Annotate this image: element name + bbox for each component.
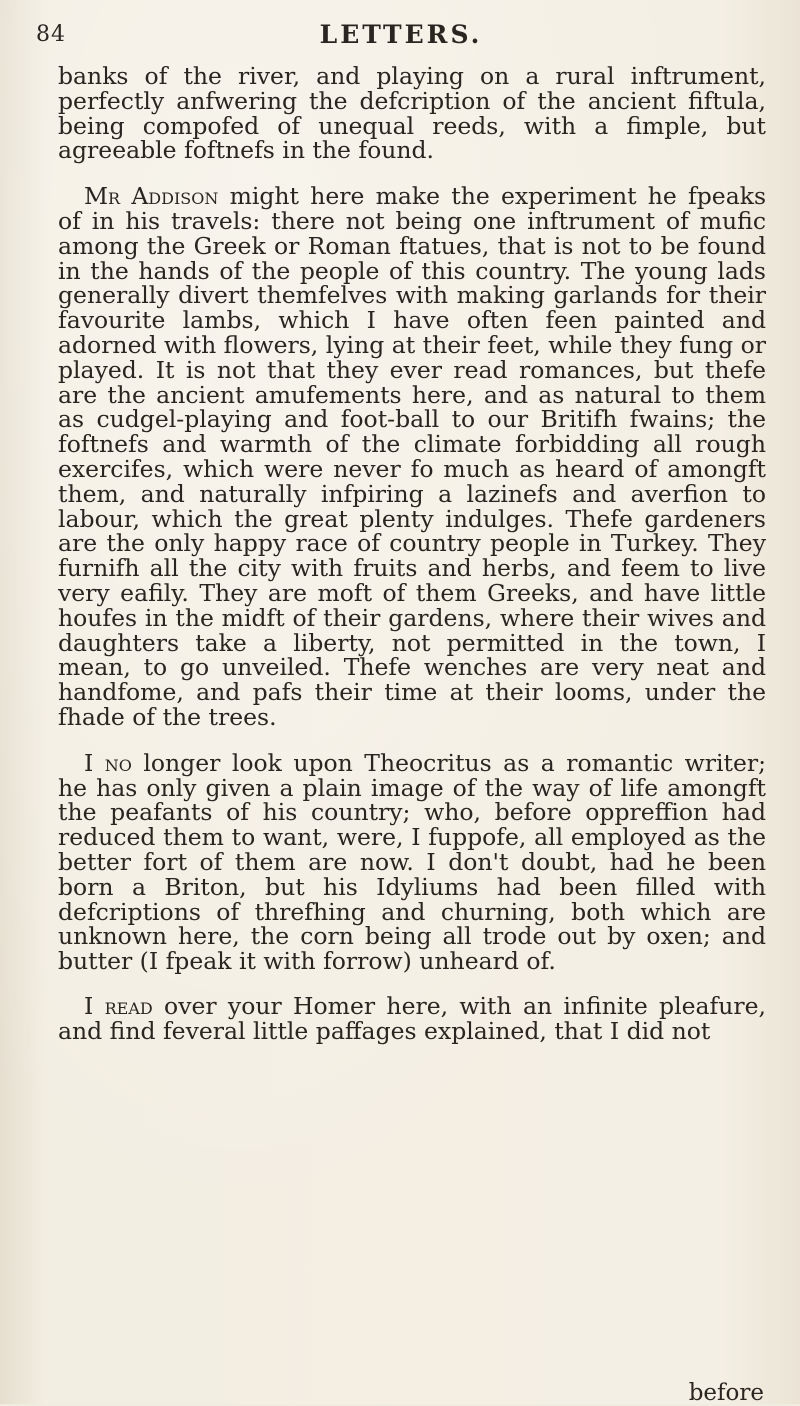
paragraph-3 [58,748,766,976]
body-text [58,64,766,1043]
page-header [36,12,766,60]
paragraph-1-text: banks of the river, and playing on a rural inftrument, perfectly anfwering the defcription of the ancient fiftula, being compofed of unequal reeds, with a fimple, but agreeable foftnefs in the found. [58,62,766,165]
paragraph-4 [58,991,766,1045]
paragraph-3-lead: I no [84,748,132,777]
catchword: before [688,1380,764,1406]
paragraph-2 [58,184,766,730]
paragraph-1 [58,64,766,163]
paragraph-2-text: might here make the experiment he fpeaks of in his travels: there not being one inftrument of mufic among the Greek or Roman ftatues, that is not to be found in the hands of the people of this country. The young lads generally divert themfelves with making garlands for their favourite lambs, which I have often feen painted and adorned with flowers, lying at their feet, while they fung or played. It is not that they ever read romances, but thefe are the ancient amufements here, and as natural to them as cudgel-playing and foot-ball to our Britifh fwains; the foftnefs and warmth of the climate forbidding all rough exercifes, which were never fo much as heard of amongft them, and naturally infpiring a lazinefs and averfion to labour, which the great plenty indulges. Thefe gardeners are the only happy race of country people in Turkey. They furnifh all the city with fruits and herbs, and feem to live very eafily. They are moft of them Greeks, and have little houfes in the midft of their gardens, where their wives and daughters take a liberty, not permitted in the town, I mean, to go unveiled. Thefe wenches are very neat and handfome, and pafs their time at their looms, under the fhade of the trees. [58,182,767,731]
running-title: LETTERS. [319,20,483,49]
page-number: 84 [36,22,66,47]
paragraph-2-lead: Mr Addison [84,182,219,211]
paragraph-4-lead: I read [84,991,153,1020]
paragraph-3-text: longer look upon Theocritus as a romantic writer; he has only given a plain image of the way of life amongft the peafants of his country; who, before oppreffion had reduced them to want, were, I fuppofe, all employed as the better fort of them are now. I don't doubt, had he been born a Briton, but his Idyliums had been filled with defcriptions of threfhing and churning, both which are unknown here, the corn being all trode out by oxen; and butter (I fpeak it with forrow) unheard of. [58,748,766,976]
paragraph-4-text: over your Homer here, with an infinite pleafure, and find feveral little paffages explained, that I did not [58,991,766,1045]
